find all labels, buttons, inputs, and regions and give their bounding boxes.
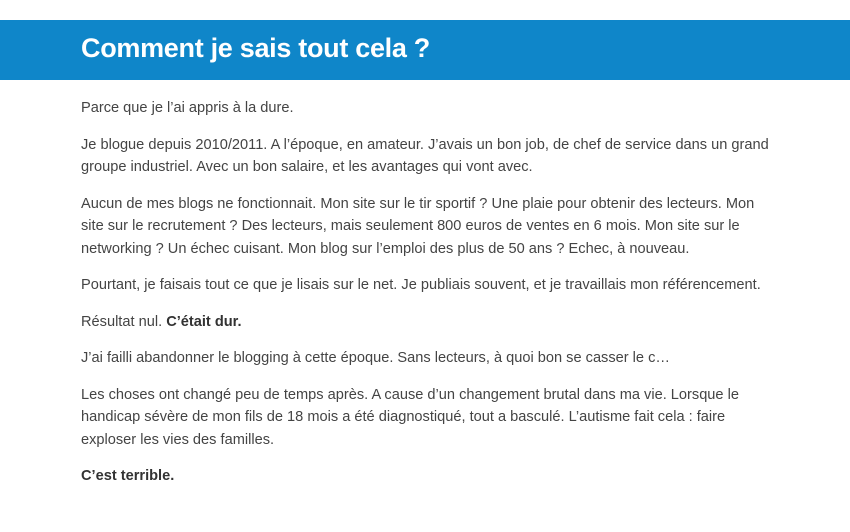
paragraph-text: Aucun de mes blogs ne fonctionnait. Mon site sur le tir sportif ? Une plaie pour obtenir des lecteurs. Mon site sur le recrutement ? Des lecteurs, mais seulement 800 euros de ventes en 6 mois. Mon site sur le networking ? Un échec cuisant. Mon blog sur l’emploi des plus de 50 ans ? Echec, à nouveau. [81,195,755,257]
article-body [81,97,771,502]
paragraph-text: Je blogue depuis 2010/2011. A l’époque, en amateur. J’avais un bon job, de chef de service dans un grand groupe industriel. Avec un bon salaire, et les avantages qui vont avec. [81,136,769,175]
paragraph-7 [81,384,771,452]
paragraph-8 [81,465,771,488]
paragraph-4 [81,274,771,297]
paragraph-2 [81,134,771,179]
paragraph-3 [81,193,771,261]
paragraph-text: Résultat nul. [81,313,167,330]
paragraph-text: Les choses ont changé peu de temps après. A cause d’un changement brutal dans ma vie. Lorsque le handicap sévère de mon fils de 18 mois a été diagnostiqué, tout a basculé. L’autisme fait cela : faire exploser les vies des familles. [81,386,739,448]
paragraph-6 [81,347,771,370]
paragraph-text: J’ai failli abandonner le blogging à cette époque. Sans lecteurs, à quoi bon se casser le c… [81,350,670,366]
paragraph-text: Parce que je l’ai appris à la dure. [81,100,294,116]
paragraph-5 [81,311,771,334]
paragraph-text: Pourtant, je faisais tout ce que je lisais sur le net. Je publiais souvent, et je travaillais mon référencement. [81,277,761,293]
section-title: Comment je sais tout cela ? [81,33,430,63]
paragraph-emphasis: C’est terrible. [81,468,175,484]
section-header-banner [0,20,850,80]
paragraph-1 [81,97,771,120]
paragraph-emphasis: C’était dur. [166,313,242,330]
